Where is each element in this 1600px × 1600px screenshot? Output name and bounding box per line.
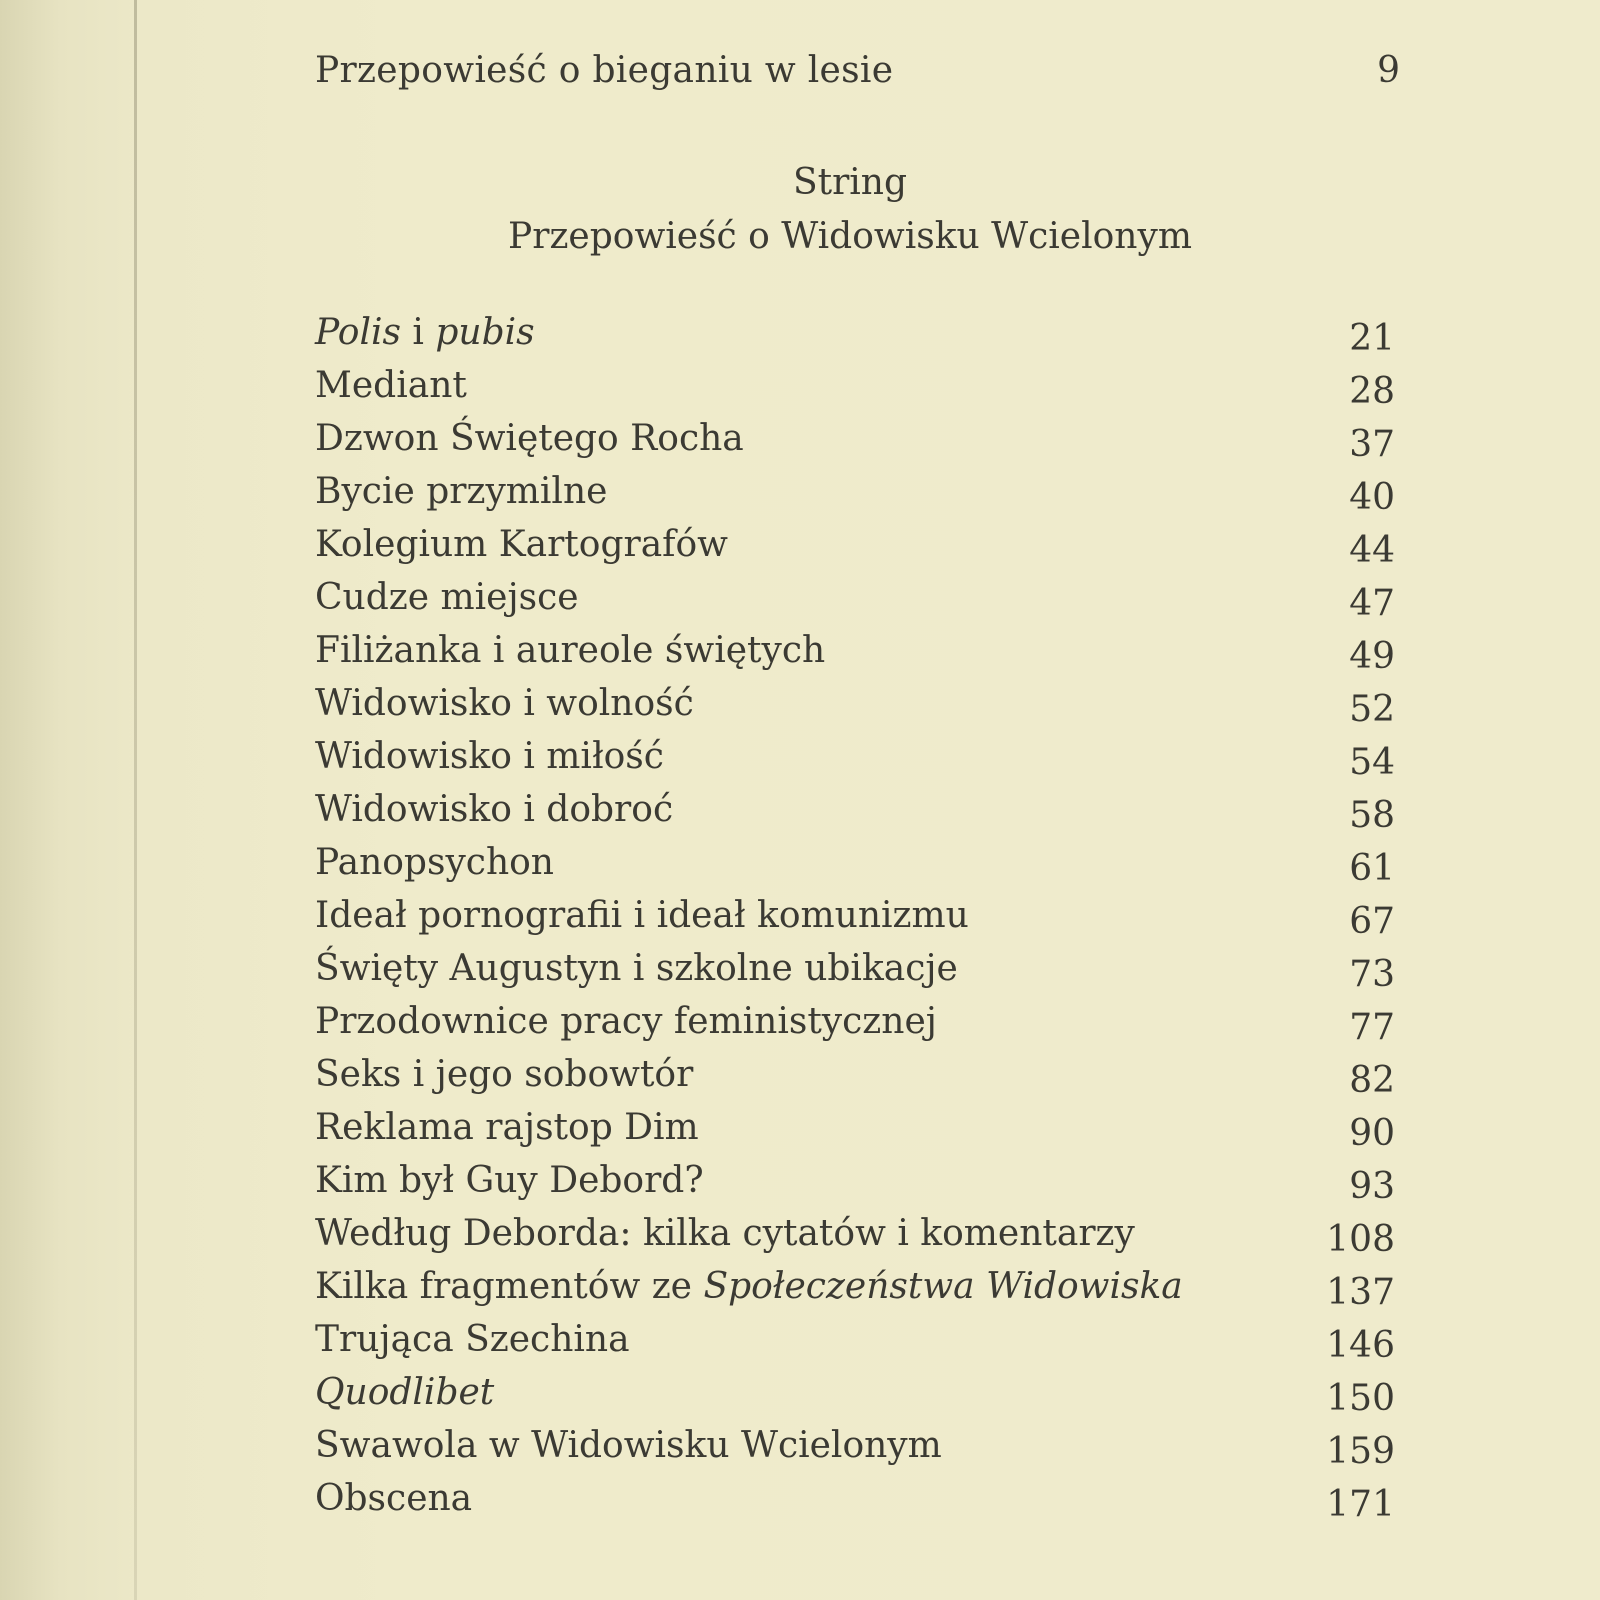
running-title: Przepowieść o bieganiu w lesie bbox=[315, 50, 894, 91]
toc-entry-title bbox=[315, 789, 673, 830]
toc-entry-title bbox=[315, 524, 728, 565]
toc-entry-title-part: Przodownice pracy feministycznej bbox=[315, 1001, 937, 1042]
toc-entry-title-part: Święty Augustyn i szkolne ubikacje bbox=[315, 948, 958, 989]
toc-entry-title bbox=[315, 1478, 472, 1519]
toc-entry bbox=[315, 1266, 1395, 1319]
toc-entry-title-part: Widowisko i miłość bbox=[315, 736, 664, 777]
toc-entry-title-part: Trująca Szechina bbox=[315, 1319, 630, 1360]
toc-entry bbox=[315, 1425, 1395, 1478]
toc-entry bbox=[315, 1160, 1395, 1213]
toc-entry-title-part: Społeczeństwa Widowiska bbox=[703, 1266, 1183, 1307]
toc-entry-page: 108 bbox=[1326, 1219, 1395, 1260]
running-header bbox=[315, 50, 1400, 100]
toc-entry bbox=[315, 789, 1395, 842]
toc-entry bbox=[315, 948, 1395, 1001]
toc-entry-title-part: Kilka fragmentów ze bbox=[315, 1266, 704, 1307]
toc-entry-page: 44 bbox=[1349, 530, 1395, 571]
toc-entry-page: 77 bbox=[1349, 1007, 1395, 1048]
toc-entry-title bbox=[315, 418, 744, 459]
toc-entry-page: 21 bbox=[1349, 318, 1395, 359]
toc-entry-title bbox=[315, 1001, 937, 1042]
table-of-contents bbox=[315, 312, 1395, 1531]
toc-entry-title-part: Filiżanka i aureole świętych bbox=[315, 630, 826, 671]
toc-entry bbox=[315, 1054, 1395, 1107]
toc-entry-page: 54 bbox=[1349, 742, 1395, 783]
toc-entry-title-part: Obscena bbox=[315, 1478, 473, 1519]
toc-entry-title-part: Reklama rajstop Dim bbox=[315, 1107, 699, 1148]
toc-entry-title bbox=[315, 1107, 699, 1148]
toc-entry-page: 146 bbox=[1326, 1325, 1395, 1366]
toc-entry-page: 52 bbox=[1349, 689, 1395, 730]
toc-entry-page: 28 bbox=[1349, 371, 1395, 412]
toc-entry bbox=[315, 1319, 1395, 1372]
toc-entry-page: 49 bbox=[1349, 636, 1395, 677]
toc-entry bbox=[315, 736, 1395, 789]
toc-entry-title-part: Ideał pornografii i ideał komunizmu bbox=[315, 895, 969, 936]
section-heading bbox=[500, 156, 1200, 264]
toc-entry-title bbox=[315, 1425, 942, 1466]
toc-entry-title-part: Seks i jego sobowtór bbox=[315, 1054, 694, 1095]
toc-entry bbox=[315, 524, 1395, 577]
toc-entry bbox=[315, 1372, 1395, 1425]
toc-entry-title-part: Według Deborda: kilka cytatów i komentarzy bbox=[315, 1213, 1135, 1254]
toc-entry-title bbox=[315, 1054, 693, 1095]
toc-entry-page: 90 bbox=[1349, 1113, 1395, 1154]
section-heading-line-2: Przepowieść o Widowisku Wcielonym bbox=[508, 216, 1192, 257]
toc-entry-title-part: pubis bbox=[435, 312, 535, 353]
toc-entry-title bbox=[315, 471, 607, 512]
toc-entry-page: 73 bbox=[1349, 954, 1395, 995]
toc-entry-title bbox=[315, 683, 694, 724]
toc-entry-title bbox=[315, 948, 958, 989]
toc-entry-title bbox=[315, 312, 535, 353]
toc-entry-title bbox=[315, 895, 969, 936]
toc-entry-title bbox=[315, 842, 554, 883]
toc-entry-page: 171 bbox=[1326, 1484, 1395, 1525]
toc-entry bbox=[315, 1478, 1395, 1531]
toc-entry-title-part: i bbox=[400, 312, 436, 353]
toc-entry bbox=[315, 683, 1395, 736]
toc-entry bbox=[315, 1001, 1395, 1054]
page-number: 9 bbox=[1377, 50, 1400, 91]
toc-entry-title bbox=[315, 1213, 1135, 1254]
toc-entry bbox=[315, 365, 1395, 418]
toc-entry-title bbox=[315, 1266, 1183, 1307]
toc-entry-title-part: Mediant bbox=[315, 365, 467, 406]
toc-entry-title bbox=[315, 577, 579, 618]
toc-entry bbox=[315, 1107, 1395, 1160]
toc-entry-title bbox=[315, 630, 825, 671]
toc-entry-title-part: Cudze miejsce bbox=[315, 577, 579, 618]
toc-entry bbox=[315, 471, 1395, 524]
toc-entry bbox=[315, 1213, 1395, 1266]
toc-entry-title bbox=[315, 1319, 630, 1360]
toc-entry-title bbox=[315, 365, 467, 406]
toc-entry-page: 47 bbox=[1349, 583, 1395, 624]
toc-entry-title-part: Panopsychon bbox=[315, 842, 554, 883]
toc-entry-page: 37 bbox=[1349, 424, 1395, 465]
toc-entry-title bbox=[315, 736, 664, 777]
toc-entry-page: 61 bbox=[1349, 848, 1395, 889]
toc-entry bbox=[315, 577, 1395, 630]
toc-entry bbox=[315, 418, 1395, 471]
toc-entry-page: 82 bbox=[1349, 1060, 1395, 1101]
toc-entry-title-part: Widowisko i wolność bbox=[315, 683, 694, 724]
toc-entry-title-part: Kolegium Kartografów bbox=[315, 524, 728, 565]
toc-entry-title bbox=[315, 1372, 494, 1413]
toc-entry-title bbox=[315, 1160, 704, 1201]
toc-entry-page: 58 bbox=[1349, 795, 1395, 836]
toc-entry-page: 67 bbox=[1349, 901, 1395, 942]
toc-entry-title-part: Swawola w Widowisku Wcielonym bbox=[315, 1425, 942, 1466]
toc-entry-title-part: Quodlibet bbox=[315, 1372, 495, 1413]
toc-entry-title-part: Widowisko i dobroć bbox=[315, 789, 674, 830]
toc-entry-page: 40 bbox=[1349, 477, 1395, 518]
toc-entry-page: 150 bbox=[1326, 1378, 1395, 1419]
book-gutter bbox=[134, 0, 137, 1600]
toc-entry bbox=[315, 630, 1395, 683]
toc-entry-title-part: Dzwon Świętego Rocha bbox=[315, 418, 744, 459]
toc-entry bbox=[315, 895, 1395, 948]
toc-entry bbox=[315, 842, 1395, 895]
section-heading-line-1: String bbox=[792, 162, 908, 203]
toc-entry-page: 137 bbox=[1326, 1272, 1395, 1313]
toc-entry-page: 159 bbox=[1326, 1431, 1395, 1472]
toc-entry bbox=[315, 312, 1395, 365]
toc-entry-title-part: Bycie przymilne bbox=[315, 471, 608, 512]
toc-entry-page: 93 bbox=[1349, 1166, 1395, 1207]
toc-entry-title-part: Kim był Guy Debord? bbox=[315, 1160, 704, 1201]
toc-entry-title-part: Polis bbox=[315, 312, 401, 353]
